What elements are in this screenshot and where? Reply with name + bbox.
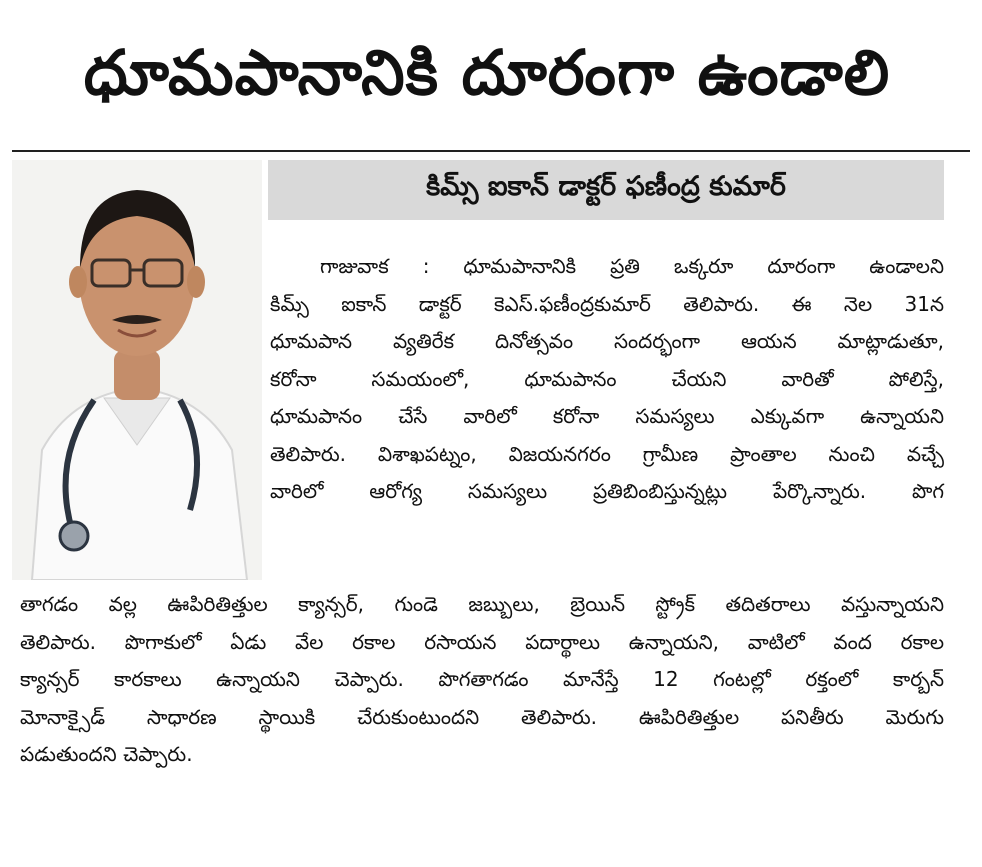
article-subheadline: కిమ్స్ ఐకాన్ డాక్టర్ ఫణీంద్ర కుమార్ xyxy=(268,160,944,220)
body-line: తెలిపారు. పొగాకులో ఏడు వేల రకాల రసాయన పదార్థాలు ఉన్నాయని, వాటిలో వంద రకాల xyxy=(20,629,944,654)
article-body-full xyxy=(20,586,944,774)
article-headline: ధూమపానానికి దూరంగా ఉండాలి xyxy=(83,36,891,109)
newspaper-clipping xyxy=(4,0,970,860)
body-line: వారిలో ఆరోగ్య సమస్యలు ప్రతిబింబిస్తున్నట్లు పేర్కొన్నారు. పొగ xyxy=(270,479,944,503)
doctor-photo xyxy=(12,160,262,580)
body-line: మోనాక్సైడ్ సాధారణ స్థాయికి చేరుకుంటుందని తెలిపారు. ఊపిరితిత్తుల పనితీరు మెరుగు xyxy=(20,704,944,729)
doctor-portrait-image xyxy=(12,160,262,580)
article-body-column xyxy=(270,248,944,511)
body-line: ధూమపాన వ్యతిరేక దినోత్సవం సందర్భంగా ఆయన మాట్లాడుతూ, xyxy=(270,329,944,353)
body-line: క్యాన్సర్ కారకాలు ఉన్నాయని చెప్పారు. పొగతాగడం మానేస్తే 12 గంటల్లో రక్తంలో కార్బన్ xyxy=(20,667,944,691)
body-line: కరోనా సమయంలో, ధూమపానం చేయని వారితో పోలిస్తే, xyxy=(270,366,944,391)
body-line: కిమ్స్ ఐకాన్ డాక్టర్ కెఎస్.ఫణీంద్రకుమార్ తెలిపారు. ఈ నెల 31న xyxy=(270,291,944,316)
body-line: తెలిపారు. విశాఖపట్నం, విజయనగరం గ్రామీణ ప్రాంతాల నుంచి వచ్చే xyxy=(270,441,944,466)
body-line: ధూమపానం చేసే వారిలో కరోనా సమస్యలు ఎక్కువగా ఉన్నాయని xyxy=(270,404,944,428)
body-line: తాగడం వల్ల ఊపిరితిత్తుల క్యాన్సర్, గుండె జబ్బులు, బ్రెయిన్ స్ట్రోక్ తదితరాలు వస్తున్నాయని xyxy=(20,592,944,616)
headline-divider xyxy=(12,150,970,152)
body-line: గాజువాక : ధూమపానానికి ప్రతి ఒక్కరూ దూరంగా ఉండాలని xyxy=(320,254,944,278)
body-line: పడుతుందని చెప్పారు. xyxy=(20,742,193,766)
